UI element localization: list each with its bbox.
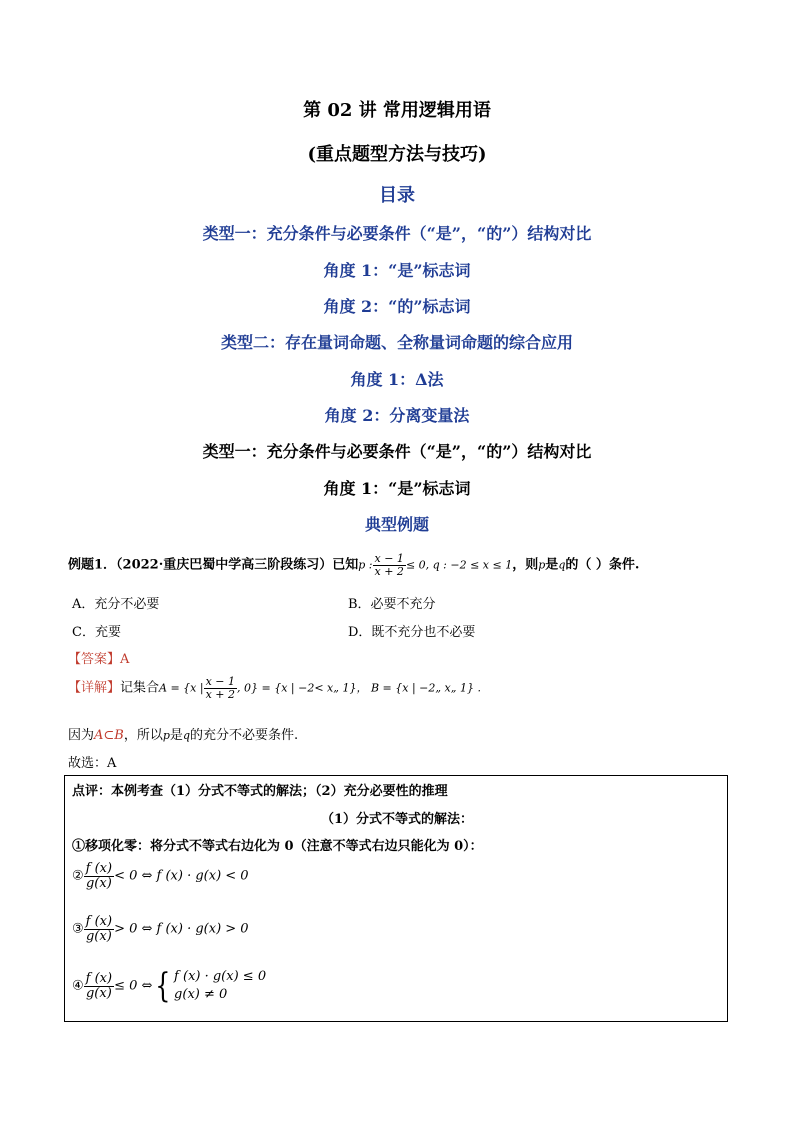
section-type-heading: 类型一：充分条件与必要条件（“是”，“的”）结构对比	[202, 442, 592, 461]
note-subtitle: （1）分式不等式的解法：	[320, 812, 474, 827]
rule-mark: ④	[72, 978, 84, 994]
conclusion-tail: 的充分不必要条件.	[189, 728, 299, 743]
note-rule-1: ①移项化零：将分式不等式右边化为 0（注意不等式右边只能化为 0）：	[72, 839, 483, 854]
fraction-numerator: f (x)	[85, 914, 113, 929]
p-symbol: p	[162, 729, 170, 742]
rule-fraction	[84, 862, 114, 890]
examples-heading: 典型例题	[364, 515, 429, 534]
rule-fraction	[84, 972, 114, 1000]
rule-mid: ≤ 0 ⇔	[114, 978, 153, 994]
toc-heading: 目录	[379, 185, 415, 206]
answer-value: A	[120, 652, 130, 667]
rule-mark: ②	[72, 868, 84, 884]
option-c[interactable]: C．充要	[72, 625, 121, 640]
fraction-numerator: x − 1	[374, 552, 404, 565]
note-rule-4	[72, 966, 267, 1007]
answer-label: 【答案】	[68, 652, 121, 667]
note-rule-3	[72, 915, 249, 943]
condition-fraction	[373, 553, 406, 577]
toc-item[interactable]: 角度 2：“的”标志词	[323, 297, 471, 316]
rule-fraction	[84, 915, 114, 943]
page-subtitle: (重点题型方法与技巧)	[307, 144, 487, 165]
set-b: ， B = {x | −2„ x„ 1} .	[356, 681, 481, 695]
option-a[interactable]: A．充分不必要	[72, 597, 160, 612]
rule-tail: < 0 ⇔ f (x) · g(x) < 0	[114, 868, 249, 884]
toc-item[interactable]: 类型二：存在量词命题、全称量词命题的综合应用	[220, 333, 573, 352]
example-suffix-b: 是	[545, 557, 559, 573]
fraction-denominator: x + 2	[374, 564, 404, 578]
note-title: 点评：本例考查（1）分式不等式的解法；（2）充分必要性的推理	[72, 784, 448, 799]
fraction-denominator: g(x)	[85, 928, 112, 944]
note-rule-2	[72, 862, 249, 890]
left-brace: {	[155, 966, 171, 1007]
toc-item[interactable]: 类型一：充分条件与必要条件（“是”，“的”）结构对比	[202, 224, 592, 243]
fraction-denominator: g(x)	[85, 875, 112, 891]
set-a-lhs: A = {x |	[159, 681, 204, 695]
p-label: p :	[358, 558, 373, 572]
q-symbol: q	[558, 558, 566, 572]
rule-tail: > 0 ⇔ f (x) · g(x) > 0	[114, 921, 249, 937]
toc-item[interactable]: 角度 2：分离变量法	[324, 406, 470, 425]
set-a-fraction	[204, 676, 237, 700]
p-symbol: p	[538, 558, 546, 572]
rule-mark: ③	[72, 921, 84, 937]
answer-line	[68, 648, 129, 667]
option-b[interactable]: B．必要不充分	[348, 597, 436, 612]
conclusion-because: 因为	[68, 728, 95, 743]
example-suffix-a: ，则	[512, 557, 539, 573]
inequality-system	[174, 968, 266, 1004]
detail-line	[68, 676, 481, 700]
conclusion-so: ，所以	[123, 728, 163, 743]
example-question	[68, 553, 639, 577]
system-line-2: g(x) ≠ 0	[174, 987, 228, 1003]
detail-conclusion	[68, 724, 298, 743]
fraction-numerator: x − 1	[205, 675, 236, 688]
fraction-numerator: f (x)	[85, 861, 113, 876]
example-prefix: 例题1．（2022·重庆巴蜀中学高三阶段练习）已知	[68, 557, 359, 573]
detail-label: 【详解】	[68, 680, 121, 696]
option-d[interactable]: D．既不充分也不必要	[348, 625, 476, 640]
fraction-denominator: x + 2	[205, 687, 236, 701]
q-symbol: q	[182, 729, 190, 742]
choice-line: 故选：A	[68, 756, 117, 771]
page-title: 第 02 讲 常用逻辑用语	[303, 100, 491, 121]
set-a-rhs: , 0} = {x | −2< x„ 1}	[237, 681, 357, 695]
fraction-denominator: g(x)	[85, 985, 112, 1001]
detail-text: 记集合	[120, 680, 160, 696]
toc-item[interactable]: 角度 1：Δ法	[350, 370, 444, 389]
toc-item[interactable]: 角度 1：“是”标志词	[323, 261, 471, 280]
subset-relation: A⊂B	[94, 728, 124, 743]
example-suffix-c: 的（ ）条件.	[565, 557, 640, 573]
section-angle-heading: 角度 1：“是”标志词	[323, 479, 471, 498]
conclusion-is: 是	[169, 728, 183, 743]
condition-tail: ≤ 0, q : −2 ≤ x ≤ 1	[405, 558, 513, 572]
system-line-1: f (x) · g(x) ≤ 0	[174, 969, 267, 984]
fraction-numerator: f (x)	[85, 971, 113, 987]
